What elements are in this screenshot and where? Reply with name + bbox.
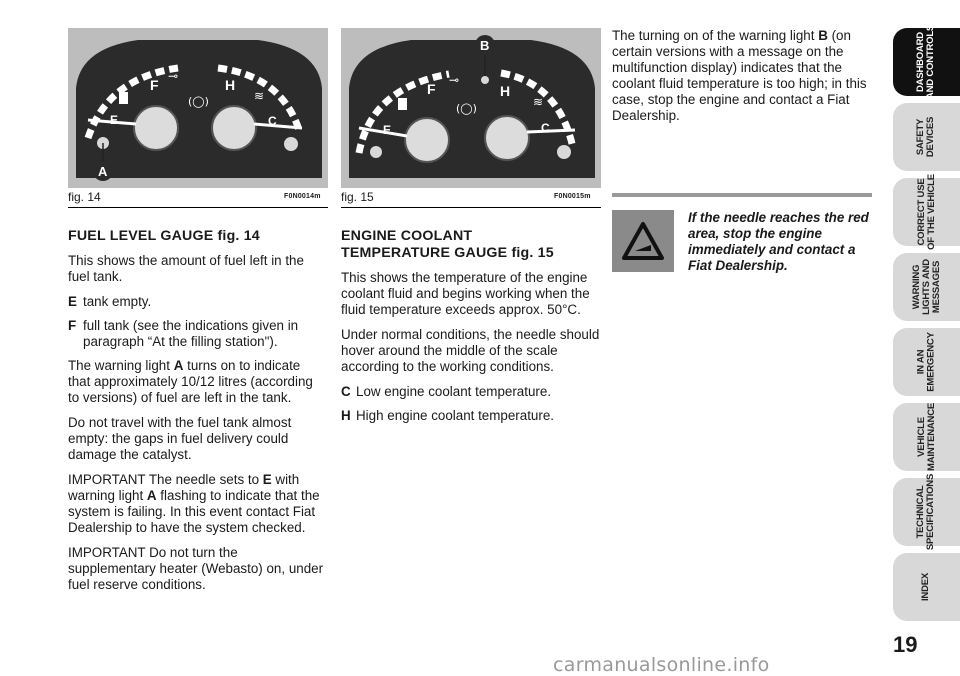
- glow-plug-icon: ⊸: [168, 69, 179, 83]
- text-run: The turning on of the warning light: [612, 28, 819, 43]
- definition-key: E: [68, 294, 77, 309]
- text-run: turns on to indicate that approximately 10/12 litres (according to versions) of fuel are left in the tank.: [68, 358, 313, 405]
- important-webasto-paragraph: IMPORTANT Do not turn the supplementary heater (Webasto) on, under fuel reserve conditions.: [68, 545, 324, 592]
- fig-15-image: [341, 28, 601, 188]
- gauge-mark-h: H: [225, 77, 236, 93]
- tab-correct-use[interactable]: [893, 174, 960, 250]
- warning-triangle-icon: [612, 210, 674, 272]
- gauge-mark-f: F: [427, 81, 436, 97]
- fuel-pump-icon: [398, 98, 407, 110]
- empty-tank-paragraph: Do not travel with the fuel tank almost empty: the gaps in fuel delivery could damage the catalyst.: [68, 415, 292, 462]
- tab-label: IN AN EMERGENCY: [915, 332, 937, 392]
- gauge-mark-e: E: [383, 123, 392, 137]
- definition-text: High engine coolant temperature.: [356, 408, 555, 423]
- definition-h: [341, 408, 603, 424]
- definition-e: [68, 294, 326, 310]
- heading-line: ENGINE COOLANT: [341, 228, 473, 244]
- definition-key: F: [68, 318, 77, 333]
- callout-a: A: [98, 164, 108, 179]
- tab-label: CORRECT USE OF THE VEHICLE: [915, 174, 937, 250]
- page-number: 19: [893, 632, 918, 657]
- tab-label: TECHNICAL SPECIFICATIONS: [915, 473, 937, 551]
- tab-safety-devices[interactable]: [893, 103, 960, 171]
- text-run: B: [818, 28, 828, 43]
- warning-light-b-section: [612, 28, 870, 133]
- tab-in-an-emergency[interactable]: [893, 328, 960, 396]
- text-run: with warning light: [68, 472, 300, 503]
- definition-text: tank empty.: [83, 294, 152, 309]
- gauge-mark-e: E: [110, 113, 119, 127]
- tab-vehicle-maintenance[interactable]: [893, 403, 960, 471]
- definition-f: [68, 318, 326, 350]
- brake-icon: (◯): [456, 102, 477, 115]
- definition-key: C: [341, 384, 351, 399]
- fuel-gauge-section: [68, 228, 326, 602]
- warning-body: [612, 210, 872, 274]
- gauge-mark-h: H: [500, 83, 511, 99]
- glow-plug-icon: ⊸: [449, 73, 460, 87]
- coolant-gauge-section: [341, 228, 603, 432]
- fig-14-rule: [68, 207, 328, 208]
- coolant-icon: ≋: [254, 89, 265, 103]
- definition-text: full tank (see the indications given in paragraph “At the filling station").: [83, 318, 299, 349]
- fuel-gauge-heading: FUEL LEVEL GAUGE fig. 14: [68, 228, 260, 244]
- fuel-gauge-intro: This shows the amount of fuel left in the fuel tank.: [68, 253, 304, 284]
- definition-c: [341, 384, 603, 400]
- brake-icon: (◯): [188, 95, 209, 108]
- tab-label: VEHICLE MAINTENANCE: [915, 403, 937, 471]
- coolant-normal: Under normal conditions, the needle should hover around the middle of the scale according to the working conditions.: [341, 327, 600, 374]
- warning-bar: [612, 193, 872, 197]
- text-run: IMPORTANT The needle sets to: [68, 472, 263, 487]
- gauge-mark-c: C: [268, 114, 277, 128]
- definition-key: H: [341, 408, 351, 423]
- callout-b: B: [480, 38, 490, 53]
- fuel-pump-icon: [119, 92, 128, 104]
- fig-15-code: F0N0015m: [554, 193, 591, 200]
- tab-warning-lights[interactable]: [893, 253, 960, 321]
- fig-14-image: [68, 28, 328, 188]
- important-failing-paragraph: [68, 472, 326, 536]
- text-run: (on certain versions with a message on the multifunction display) indicates that the coolant fluid temperature is too high; in this case, stop the engine and contact a Fiat Dealership.: [612, 28, 867, 123]
- warning-text: If the needle reaches the red area, stop the engine immediately and contact a Fiat Dealership.: [688, 210, 869, 273]
- gauge-mark-c: C: [541, 121, 550, 135]
- tab-label: WARNING LIGHTS AND MESSAGES: [910, 259, 942, 315]
- tab-label: DASHBOARD AND CONTROLS: [915, 24, 937, 100]
- tab-index[interactable]: [893, 553, 960, 621]
- fig-14-code: F0N0014m: [284, 193, 321, 200]
- coolant-intro: This shows the temperature of the engine coolant fluid and begins working when the fluid temperature exceeds approx. 50°C.: [341, 270, 590, 317]
- tab-dashboard-and-controls[interactable]: [893, 24, 960, 100]
- heading-line: TEMPERATURE GAUGE fig. 15: [341, 245, 554, 261]
- warning-light-b-paragraph: [612, 28, 870, 124]
- fig-15-rule: [341, 207, 601, 208]
- coolant-gauge-heading: [341, 228, 603, 262]
- text-run: E: [262, 472, 272, 487]
- fig-14-caption: fig. 14: [68, 190, 101, 204]
- definition-text: Low engine coolant temperature.: [356, 384, 552, 399]
- gauge-mark-f: F: [150, 77, 159, 93]
- warning-light-a-paragraph: [68, 358, 326, 406]
- tab-label: SAFETY DEVICES: [915, 116, 937, 158]
- fig-15-caption: fig. 15: [341, 190, 374, 204]
- text-run: flashing to indicate that the system is failing. In this event contact Fiat Dealership to have the system checked.: [68, 488, 320, 535]
- coolant-icon: ≋: [533, 95, 544, 109]
- tab-technical-specifications[interactable]: [893, 473, 960, 551]
- tab-label: INDEX: [920, 572, 932, 602]
- text-run: A: [146, 488, 157, 503]
- warning-box: [612, 193, 872, 274]
- watermark: carmanualsonline.info: [553, 654, 770, 676]
- text-run: The warning light: [68, 358, 174, 373]
- text-run: A: [173, 358, 184, 373]
